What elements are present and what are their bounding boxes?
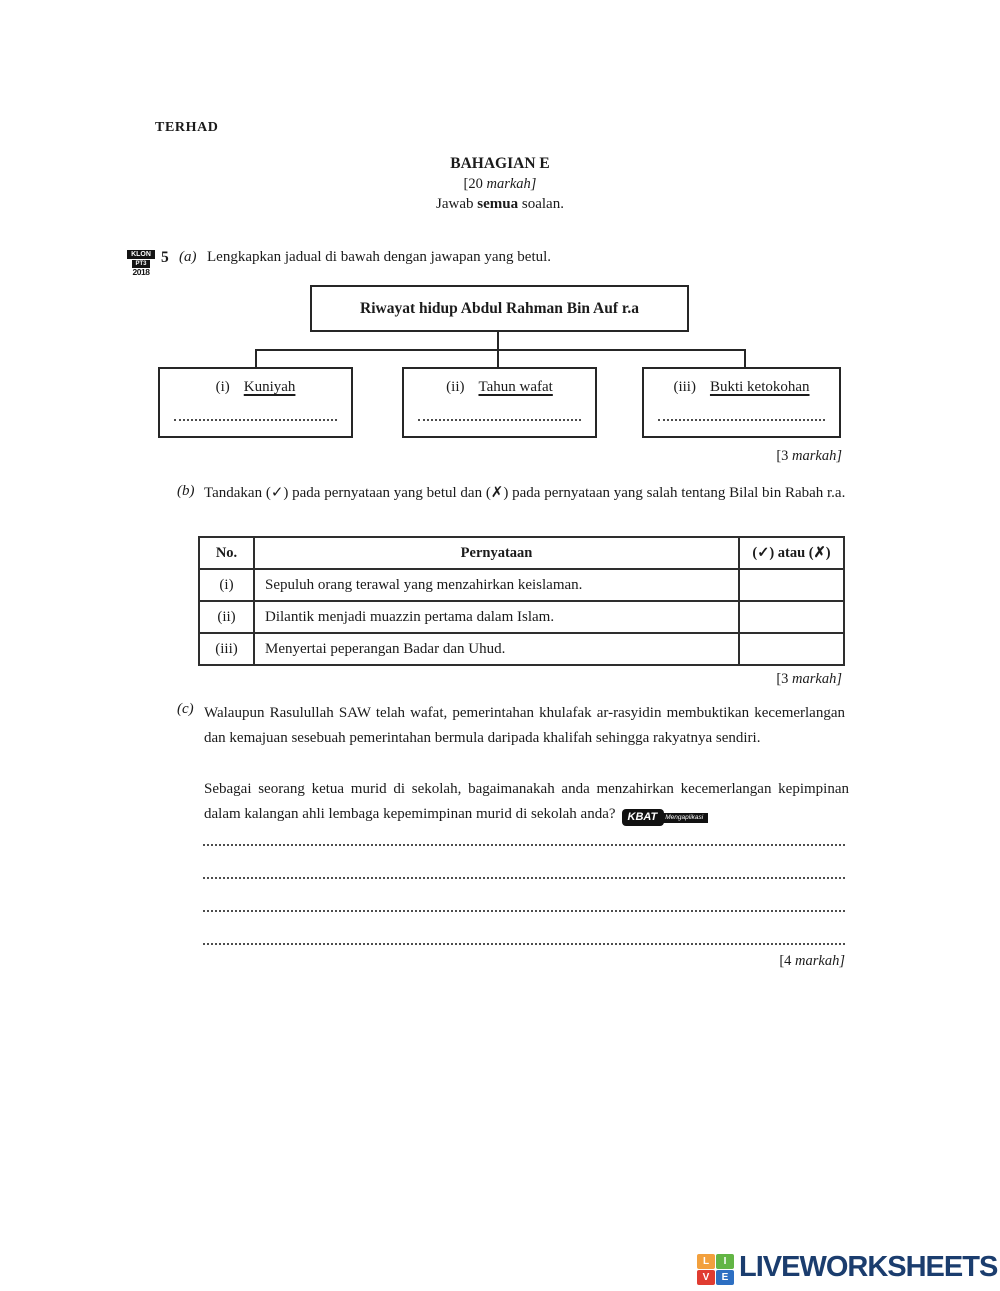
statements-table [198, 536, 845, 666]
diagram-box-tahun-wafat [402, 367, 597, 438]
answer-blank-kuniyah[interactable] [174, 419, 337, 421]
diagram-box-label: (i) Kuniyah [215, 379, 296, 395]
answer-line-3[interactable] [203, 909, 845, 912]
table-row [199, 569, 844, 601]
part-a-marks: [3 markah] [776, 448, 842, 464]
logo-tile: V [697, 1270, 715, 1285]
badge-line: 2018 [132, 267, 150, 277]
part-c-paragraph-1: Walaupun Rasulullah SAW telah wafat, pemerintahan khulafak ar-rasyidin membuktikan kecemerlangan dan kemajuan sesebuah pemerintahan bermula daripada khalifah sehingga rakyatnya sendiri. [204, 705, 845, 746]
row-statement: Sepuluh orang terawal yang menzahirkan keislaman. [254, 569, 739, 601]
answer-line-4[interactable] [203, 942, 845, 945]
table-row [199, 601, 844, 633]
connector-line [255, 349, 746, 351]
part-c-label: (c) [177, 701, 194, 717]
diagram-title-box [310, 285, 689, 332]
table-row [199, 633, 844, 665]
question-number: 5 [161, 249, 169, 266]
diagram-box-bukti-ketokohan [642, 367, 841, 438]
klon-pt3-badge [127, 250, 155, 277]
answer-line-1[interactable] [203, 843, 845, 846]
table-header-row [199, 537, 844, 569]
header-pernyataan: Pernyataan [254, 537, 739, 569]
row-number: (i) [199, 569, 254, 601]
section-instruction: Jawab semua soalan. [436, 196, 564, 212]
row-number: (ii) [199, 601, 254, 633]
header-no: No. [199, 537, 254, 569]
answer-cell[interactable] [739, 569, 844, 601]
connector-line [744, 351, 746, 367]
logo-tile: I [716, 1254, 734, 1269]
row-statement: Menyertai peperangan Badar dan Uhud. [254, 633, 739, 665]
header-tick-cross: (✓) atau (✗) [739, 537, 844, 569]
part-b-label: (b) [177, 483, 195, 499]
classification-label: TERHAD [155, 120, 219, 135]
row-statement: Dilantik menjadi muazzin pertama dalam Islam. [254, 601, 739, 633]
part-c-paragraph-2: Sebagai seorang ketua murid di sekolah, bagaimanakah anda menzahirkan kecemerlangan kepimpinan dalam kalangan ahli lembaga kepemimpinan murid di sekolah anda? KBAT Mengaplikasi [204, 777, 849, 827]
answer-blank-bukti-ketokohan[interactable] [658, 419, 825, 421]
kbat-sublabel: Mengaplikasi [661, 813, 708, 823]
part-a-prompt: Lengkapkan jadual di bawah dengan jawapan yang betul. [207, 249, 552, 265]
row-number: (iii) [199, 633, 254, 665]
section-title: BAHAGIAN E [450, 155, 550, 172]
part-b-prompt: Tandakan (✓) pada pernyataan yang betul dan (✗) pada pernyataan yang salah tentang Bilal bin Rabah r.a. [204, 485, 846, 501]
section-marks: [20 markah] [463, 176, 537, 192]
liveworksheets-wordmark: LIVEWORKSHEETS [739, 1251, 998, 1283]
logo-tile: E [716, 1270, 734, 1285]
liveworksheets-logo-icon [697, 1254, 734, 1286]
section-header [0, 154, 1000, 214]
answer-cell[interactable] [739, 633, 844, 665]
diagram-box-label: (iii) Bukti ketokohan [673, 379, 810, 395]
connector-line [255, 351, 257, 367]
answer-blank-tahun-wafat[interactable] [418, 419, 581, 421]
badge-line: PT3 [132, 260, 150, 268]
part-c-marks: [4 markah] [779, 953, 845, 969]
part-a-label: (a) [179, 249, 197, 265]
logo-tile: L [697, 1254, 715, 1269]
answer-cell[interactable] [739, 601, 844, 633]
diagram-box-kuniyah [158, 367, 353, 438]
answer-line-2[interactable] [203, 876, 845, 879]
badge-line: KLON [127, 250, 155, 259]
diagram-title: Riwayat hidup Abdul Rahman Bin Auf r.a [360, 300, 639, 317]
kbat-badge [622, 809, 709, 826]
diagram-box-label: (ii) Tahun wafat [446, 379, 553, 395]
kbat-label: KBAT [622, 809, 665, 826]
part-b-marks: [3 markah] [776, 671, 842, 687]
